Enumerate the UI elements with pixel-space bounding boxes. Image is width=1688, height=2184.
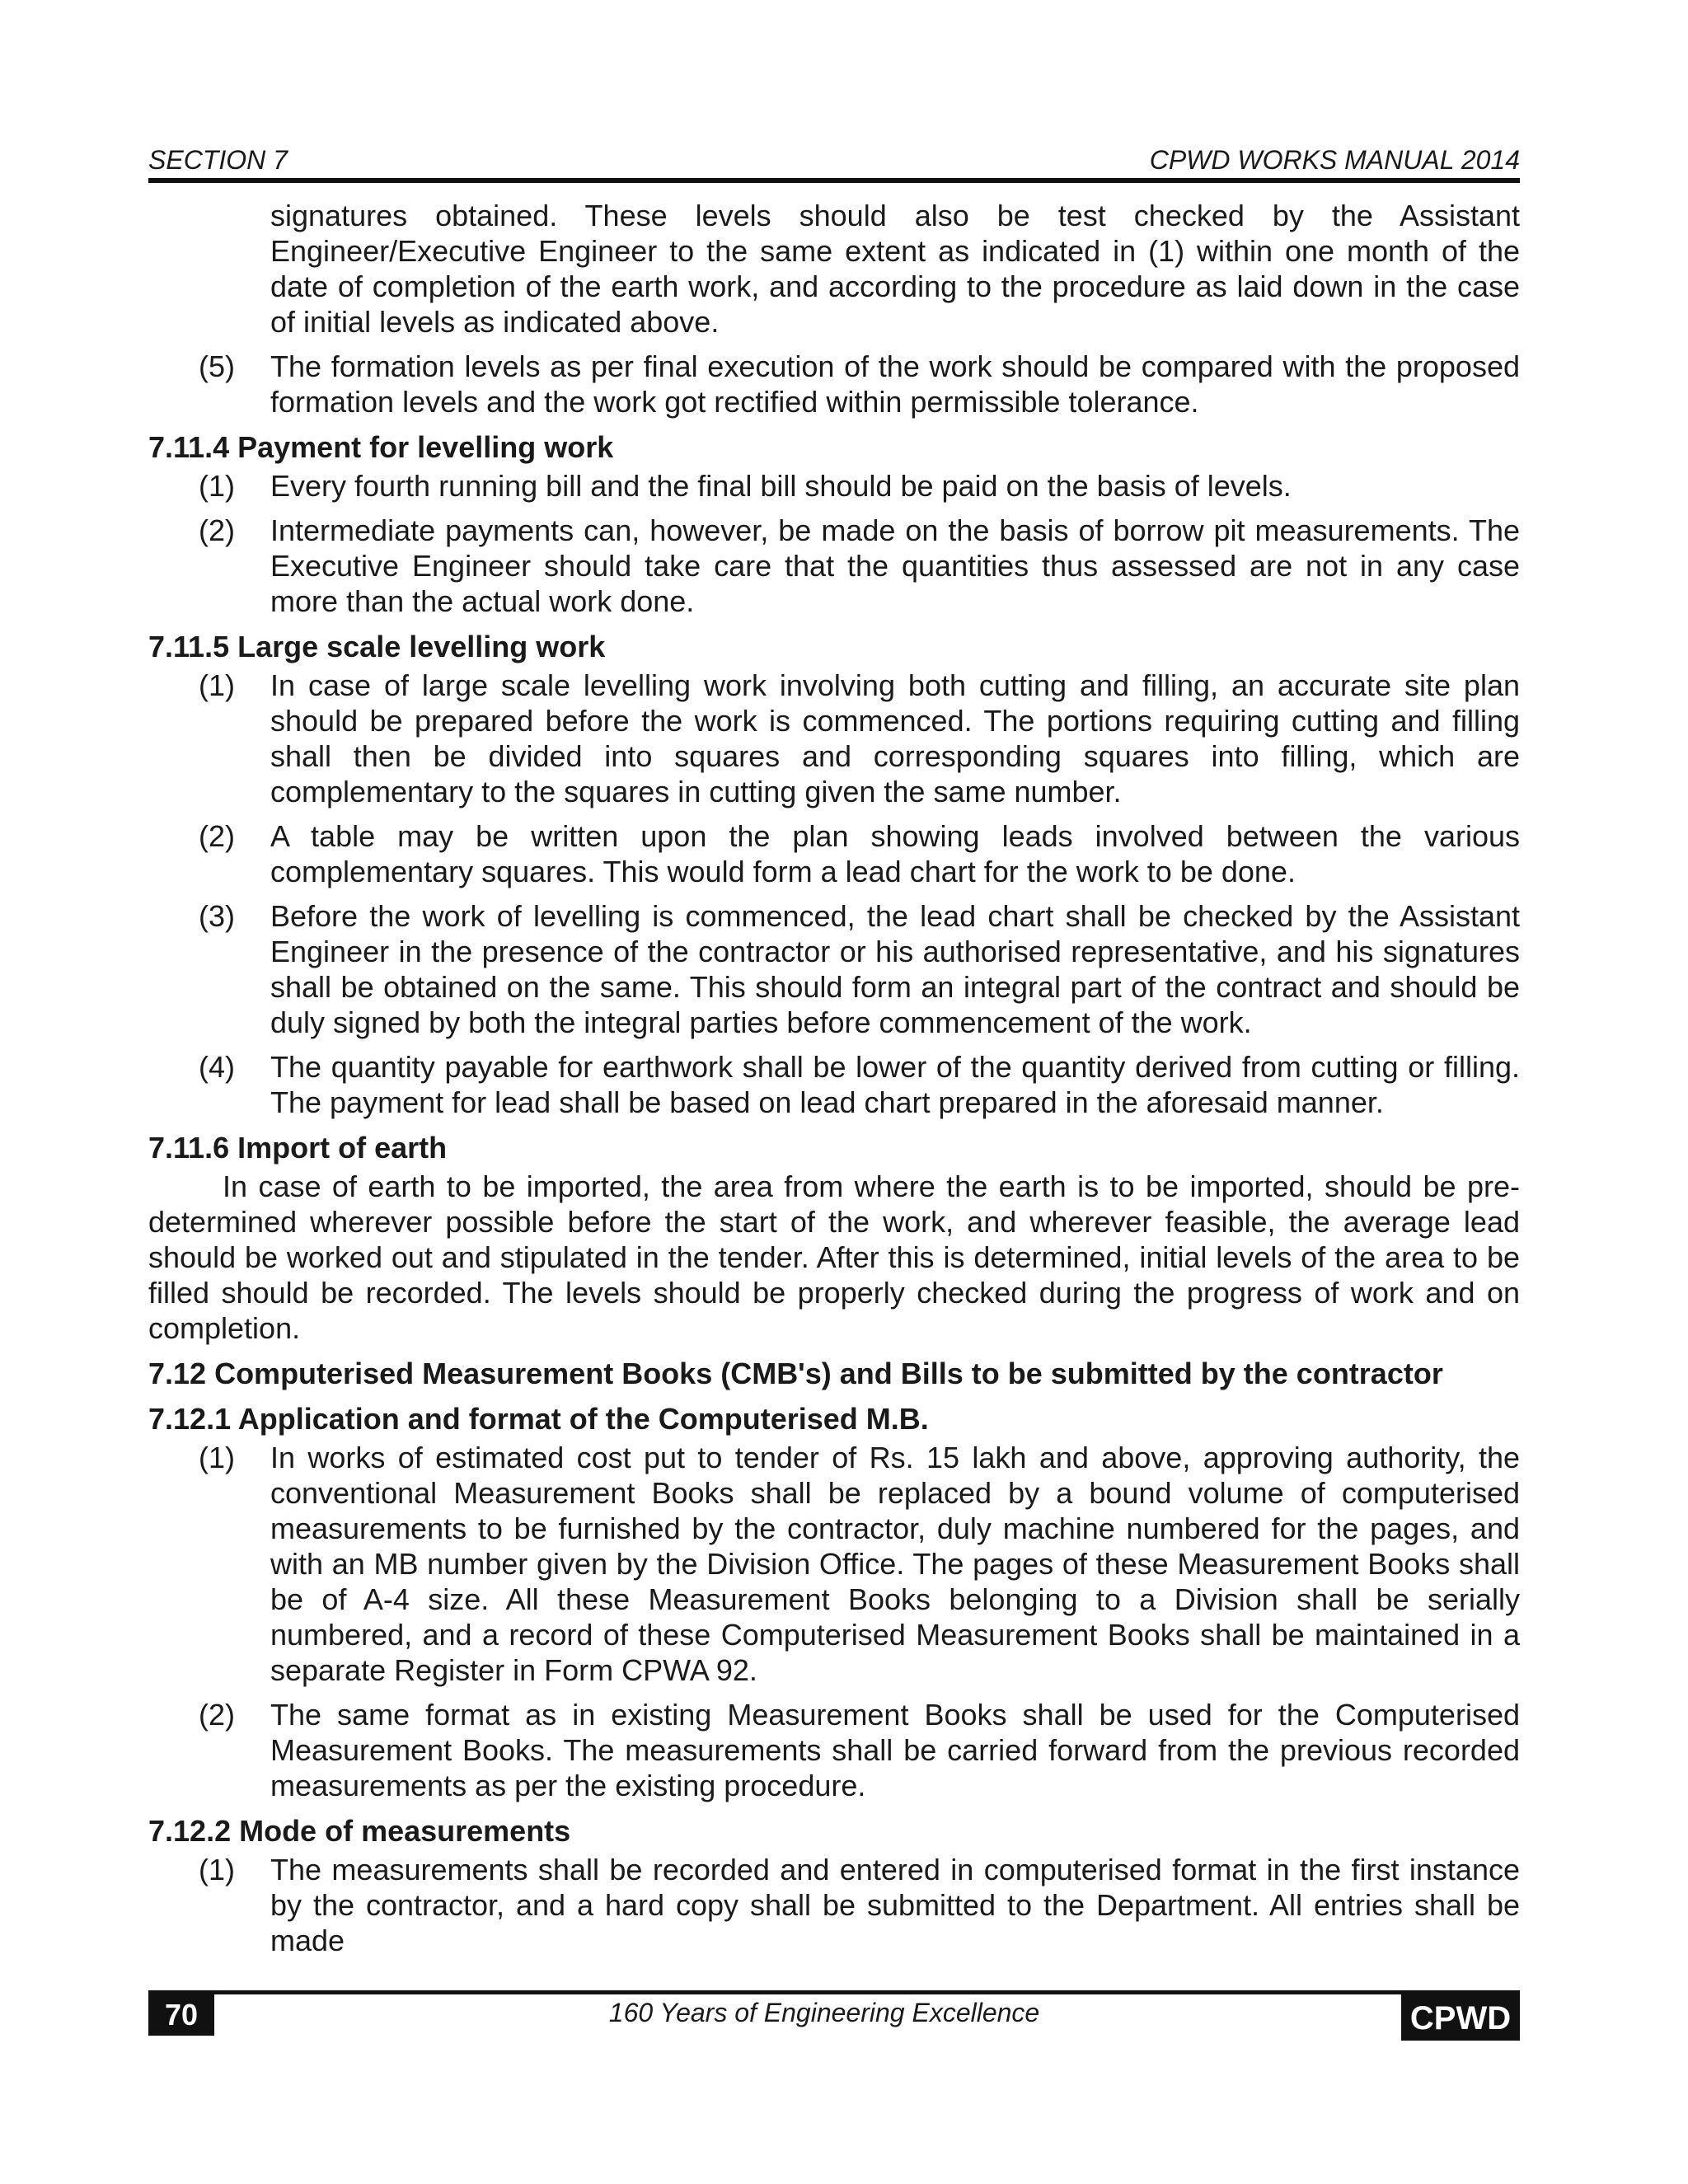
section-label: SECTION 7 [148,145,288,175]
page-content [148,198,1520,1967]
section-heading-7-11-5: 7.11.5 Large scale levelling work [148,630,606,663]
item-number: (2) [199,819,235,853]
page-header [148,142,1520,181]
section-heading-7-12-1: 7.12.1 Application and format of the Computerised M.B. [148,1402,929,1436]
item-number: (5) [199,349,235,383]
item-number: (1) [199,1441,235,1474]
section-heading-7-11-6: 7.11.6 Import of earth [148,1131,448,1165]
item-text: Every fourth running bill and the final bill should be paid on the basis of levels. [270,469,1292,503]
item-number: (1) [199,1853,235,1886]
logo-text: CPWD [1409,2000,1512,2036]
continued-paragraph: signatures obtained. These levels should also be test checked by the Assistant Engineer/Executive Engineer to the same extent as indicated in (1) within one month of the date of completion of the earth work, and according to the procedure as laid down in the case of initial levels as indicated above. [270,199,1520,339]
item-number: (2) [199,513,235,547]
section-heading-7-11-4: 7.11.4 Payment for levelling work [148,430,614,464]
item-text: The quantity payable for earthwork shall be lower of the quantity derived from cutting or filling. The payment for lead shall be based on lead chart prepared in the aforesaid manner. [270,1050,1520,1119]
item-text: A table may be written upon the plan showing leads involved between the various complementary squares. This would form a lead chart for the work to be done. [270,819,1520,888]
list-item [148,1440,1520,1688]
item-text: Before the work of levelling is commenced, the lead chart shall be checked by the Assistant Engineer in the presence of the contractor or his authorised representative, and his signatures shall be obtained on the same. This should form an integral part of the contract and should be duly signed by both the integral parties before commencement of the work. [270,899,1520,1039]
list-item [148,468,1520,504]
page-number: 70 [148,1994,214,2036]
list-item [148,1049,1520,1120]
item-text: The same format as in existing Measurement Books shall be used for the Computerised Measurement Books. The measurements shall be carried forward from the previous recorded measurements as per the existing procedure. [270,1698,1520,1802]
item-number: (1) [199,668,235,702]
manual-title: CPWD WORKS MANUAL 2014 [1149,145,1520,175]
list-item [148,818,1520,889]
list-item [148,1852,1520,1958]
item-text: The measurements shall be recorded and entered in computerised format in the first instance by the contractor, and a hard copy shall be submitted to the Department. All entries shall be made [270,1853,1520,1957]
list-item [148,513,1520,619]
item-text: In works of estimated cost put to tender of Rs. 15 lakh and above, approving authority, the conventional Measurement Books shall be replaced by a bound volume of computerised measurements to be furnished by the contractor, duly machine numbered for the pages, and with an MB number given by the Division Office. The pages of these Measurement Books shall be of A-4 size. All these Measurement Books belonging to a Division shall be serially numbered, and a record of these Computerised Measurement Books shall be maintained in a separate Register in Form CPWA 92. [270,1441,1520,1687]
item-text: In case of large scale levelling work involving both cutting and filling, an accurate site plan should be prepared before the work is commenced. The portions requiring cutting and filling shall then be divided into squares and corresponding squares into filling, which are complementary to the squares in cutting given the same number. [270,668,1520,808]
item-text: Intermediate payments can, however, be made on the basis of borrow pit measurements. The Executive Engineer should take care that the quantities thus assessed are not in any case more than the actual work done. [270,513,1520,618]
footer-rule [148,1990,1520,1994]
section-heading-7-12-2: 7.12.2 Mode of measurements [148,1814,571,1848]
footer-tagline: 160 Years of Engineering Excellence [608,1998,1040,2027]
list-item [148,349,1520,419]
item-number: (1) [199,469,235,503]
item-number: (3) [199,899,235,933]
item-number: (4) [199,1050,235,1084]
item-text: The formation levels as per final execution of the work should be compared with the proposed formation levels and the work got rectified within permissible tolerance. [270,349,1520,419]
cpwd-logo [1401,1993,1520,2041]
list-item [148,1697,1520,1803]
item-number: (2) [199,1698,235,1732]
header-rule [148,178,1520,183]
list-item [148,668,1520,809]
section-heading-7-12: 7.12 Computerised Measurement Books (CMB's) and Bills to be submitted by the contractor [148,1357,1443,1390]
list-item [148,898,1520,1040]
import-of-earth-paragraph: In case of earth to be imported, the area from where the earth is to be imported, should be pre-determined wherever possible before the start of the work, and wherever feasible, the average lead should be worked out and stipulated in the tender. After this is determined, initial levels of the area to be filled should be recorded. The levels should be properly checked during the progress of work and on completion. [148,1169,1520,1345]
